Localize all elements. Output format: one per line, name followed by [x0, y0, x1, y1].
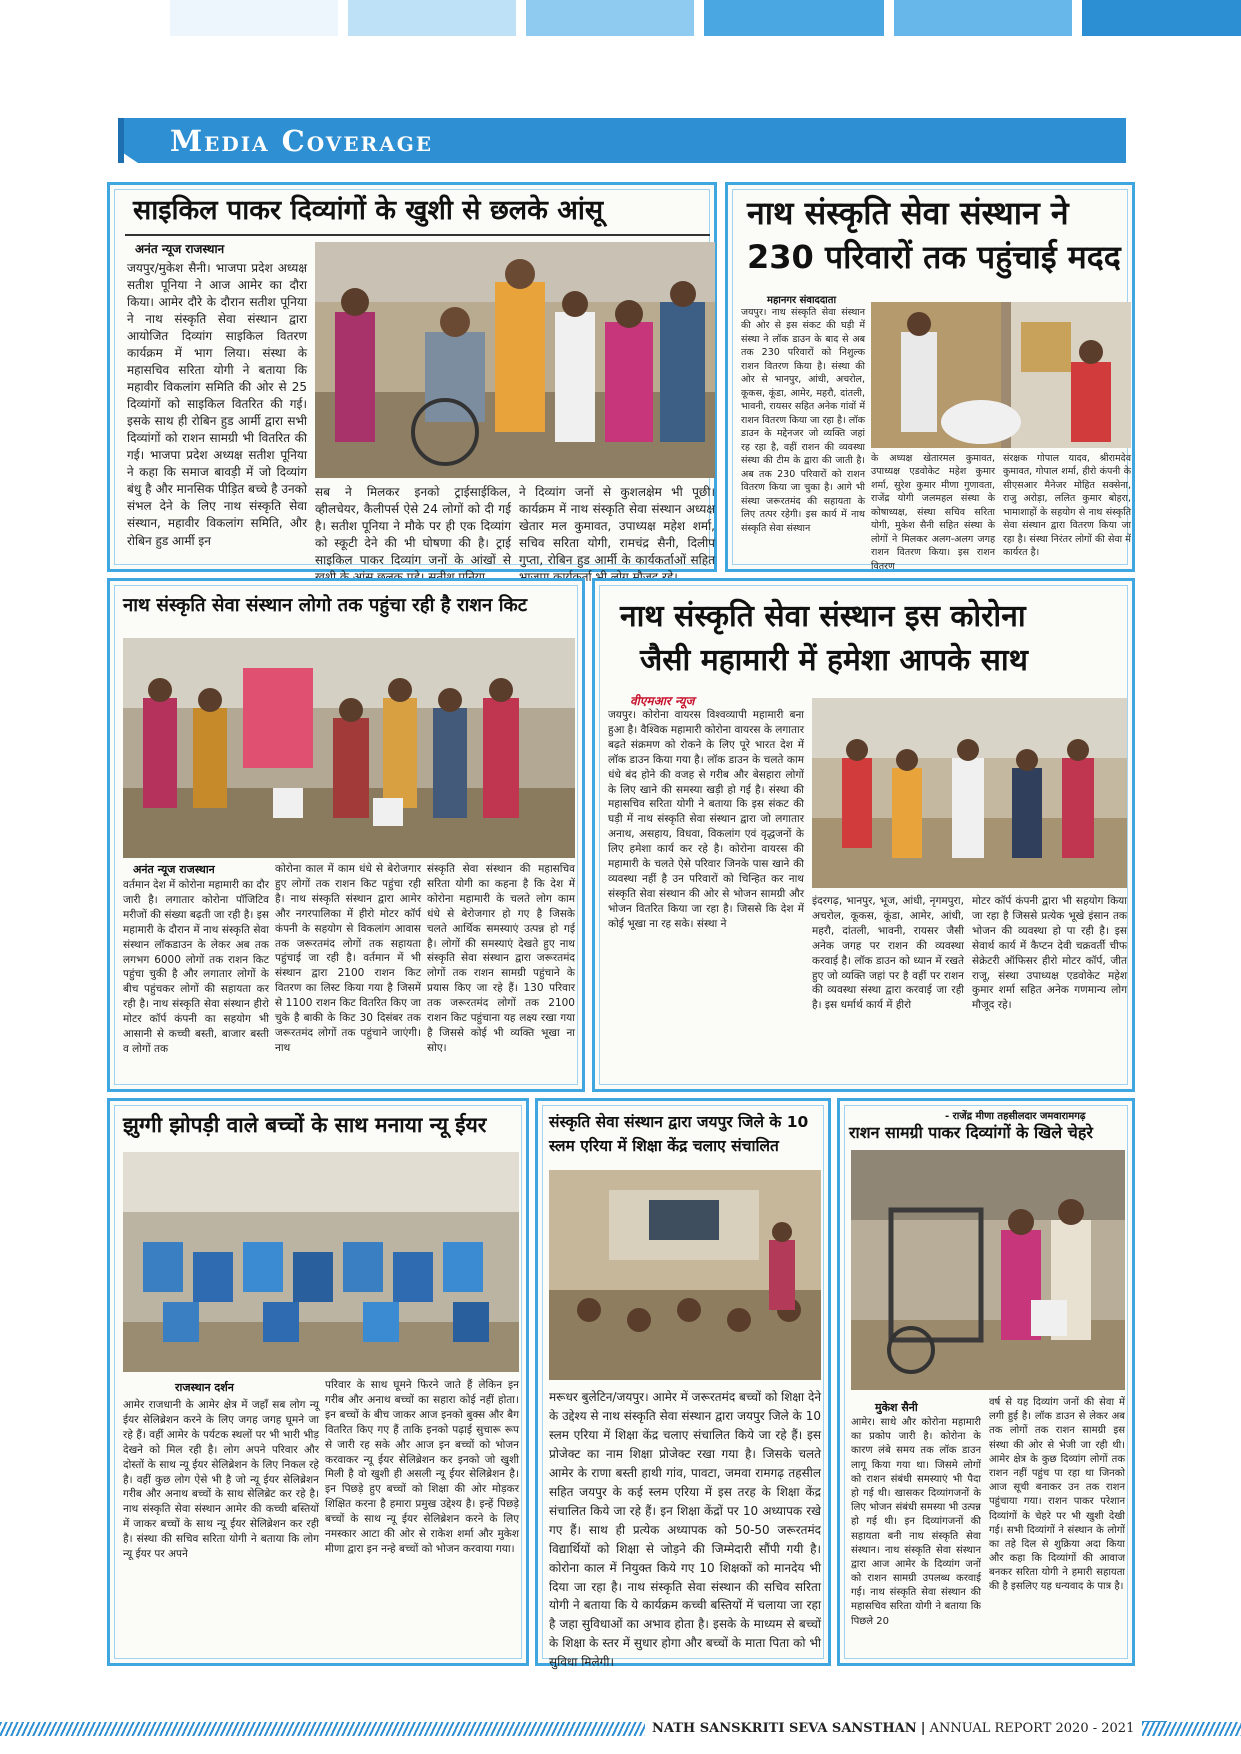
news-photo-food-distribution: [812, 698, 1127, 888]
article-column: संस्कृति सेवा संस्थान की महासचिव सरिता योगी का कहना है कि देश में कोरोना महामारी के चलते लोग काम धंधे से बेरोजगार हो गए है जिसके चलते आर्थिक समस्याएं उत्पन्न हो गई है। लोगों की समस्याएं देखते हुए नाथ संस्कृति सेवा संस्थान द्वारा जरूरतमंद लोगों तक राशन सामग्री पहुंचाने के प्रयास किए जा रहे हैं। 130 परिवार तक जरूरतमंद लोगों तक 2100 राशन किट पहुंचाना यह लक्ष्य रखा गया है जिससे कोई भी व्यक्ति भूखा ना सोए।: [427, 863, 575, 1054]
article-column: आमेर राजधानी के आमेर क्षेत्र में जहाँ सब लोग न्यू ईयर सेलिब्रेशन करने के लिए जगह जगह घूमने जा रहे हैं। वहीं आमेर के पर्यटक स्थलों पर भी भारी भीड़ देखने को मिल रही है। लोग अपने परिवार और दोस्तों के साथ न्यू ईयर सेलिब्रेशन के लिए निकल रहे है। वहीं कुछ लोग ऐसे भी है जो न्यू ईयर सेलिब्रेशन गरीब और अनाथ बच्चों के साथ सेलिब्रेट कर रहे है। नाथ संस्कृति सेवा संस्थान आमेर की कच्ची बस्तियों में जाकर बच्चों के साथ न्यू ईयर सेलिब्रेशन कर रही है। संस्था की सचिव सरिता योगी ने बताया कि लोग न्यू ईयर पर अपने: [123, 1399, 319, 1561]
article-column: ने दिव्यांग जनों से कुशलक्षेम भी पूछी। कार्यक्रम में नाथ संस्कृति सेवा संस्थान अध्यक्ष खेतार मल कुमावत, उपाध्यक्ष महेश शर्मा, सचिव सरिता योगी, रामचंद्र सैनी, दिलीप गुप्ता, रोबिन हुड आर्मी के कार्यकर्ताओं सहित: [519, 485, 715, 568]
clipping-headline: राशन सामग्री पाकर दिव्यांगों के खिले चेहरे: [849, 1123, 1093, 1142]
photo-illustration: [871, 302, 1131, 448]
news-photo-ration-kit-recipients: [123, 638, 575, 858]
photo-illustration: [851, 1150, 1125, 1390]
clipping-inner: [732, 189, 1131, 572]
stripe: [704, 0, 884, 36]
article-column: के अध्यक्ष खेतारमल कुमावत, उपाध्यक्ष एडवोकेट महेश कुमार शर्मा, सुरेश कुमार मीणा गुणावता, राजेंद्र योगी जलमहल संस्था के कोषाध्यक्ष, संस्था सचिव सरिता योगी, मुकेश सैनी सहित संस्था के लोगों ने मिलकर अलग-अलग जगह राशन वितरण किया। इस राशन वितरण: [871, 453, 995, 572]
clipping-inner: [844, 1105, 1128, 1659]
clipping-headline: संस्कृति सेवा संस्थान द्वारा जयपुर जिले के 10: [549, 1113, 809, 1131]
article-column: आमेर। साथे और कोरोना महामारी का प्रकोप जारी है। कोरोना के कारण लंबे समय तक लॉक डाउन लागू किया गया था। जिसमे लोगों को राशन संबंधी समस्याएं भी पैदा हो गई थी। खासकर दिव्यांगजनों के लिए भोजन संबंधी समस्या भी उत्पन्न हो गई थी। इन दिव्यांगजनों की सहायता बनी नाथ संस्कृति सेवा संस्थान। नाथ संस्कृति सेवा संस्थान द्वारा आज आमेर के दिव्यांग जनों को राशन सामग्री उपलब्ध करवाई गई। नाथ संस्कृति सेवा संस्थान की महासचिव सरिता योगी ने बताया कि पिछले 20: [851, 1417, 981, 1627]
news-photo-classroom: [549, 1170, 821, 1380]
article-column: जयपुर। नाथ संस्कृति सेवा संस्थान की ओर से इस संकट की घड़ी में संस्था ने लॉक डाउन के बाद से अब तक 230 परिवारों को निशुल्क राशन वितरण किया है। संस्था की ओर से भानपुर, आंधी, अचरोल, कूकस, कूंडा, आमेर, महरौ, दांतली, भावनी, रायसर सहित अनेक गांवों में राशन वितरण किया जा रहा है। लॉक डाउन के मद्देनजर जो व्यक्ति जहां रह रहा है, वहीं राशन की व्यवस्था संस्था की टीम के द्वारा की जाती है। अब तक 230 परिवारों को राशन वितरण किया जा चुका है। आगे भी संस्था जरूरतमंद की सहायता के लिए तत्पर रहेगी। इस कार्य में नाथ संस्कृति सेवा संस्थान: [741, 307, 865, 534]
news-photo-ration-shop: [871, 302, 1131, 448]
footer-text: [652, 1721, 1167, 1736]
news-photo-ration-handover: [851, 1150, 1125, 1390]
clipping-headline: जैसी महामारी में हमेशा आपके साथ: [640, 643, 1028, 678]
clipping-inner: [114, 189, 715, 568]
news-clipping-corona-support: [592, 578, 1135, 1092]
news-clipping-ration-disabled: [837, 1098, 1135, 1666]
photo-illustration: [812, 698, 1127, 888]
clipping-headline: 230 परिवारों तक पहुंचाई मदद: [747, 238, 1121, 276]
page-footer: [0, 1718, 1241, 1742]
clipping-headline: झुग्गी झोपड़ी वाले बच्चों के साथ मनाया न्यू ईयर: [123, 1113, 487, 1137]
clipping-inner: [114, 1105, 522, 1659]
clipping-headline: साइकिल पाकर दिव्यांगों के खुशी से छलके आंसू: [133, 195, 604, 226]
photo-illustration: [315, 242, 715, 478]
clipping-headline: नाथ संस्कृति सेवा संस्थान इस कोरोना: [620, 599, 1026, 634]
photo-illustration: [123, 638, 575, 858]
article-column: मरूधर बुलेटिन/जयपुर। आमेर में जरूरतमंद बच्चों को शिक्षा देने के उद्देश्य से नाथ संस्कृति सेवा संस्थान द्वारा जयपुर जिले के 10 स्लम एरिया में शिक्षा केंद्र चलाए संचालित किये जा रहे हैं। इस प्रोजेक्ट का नाम शिक्षा प्रोजेक्ट रखा गया है। जिसके चलते आमेर के राणा बस्ती हाथी गांव, पावटा, जमवा रामगढ़ तहसील सहित जयपुर के कई स्लम एरिया में इस तरह के शिक्षा केंद्र संचालित किये जा रहे हैं। इन शिक्षा केंद्रों पर 10 अध्यापक रखे गए हैं। साथ ही प्रत्येक अध्यापक को 50-50 जरूरतमंद विद्यार्थियों को शिक्षा से जोड़ने की जिम्मेदारी सौंपी गयी है। कोरोना काल में नियुक्त किये गए 10 शिक्षकों को मानदेय भी दिया जा रहा है। नाथ संस्कृति सेवा संस्थान की सचिव सरिता योगी ने बताया कि ये कार्यक्रम कच्ची बस्तियों में चलाया जा रहा है जहा सुविधाओं का अभाव होता है। इसके के माध्यम से बच्चों के शिक्षा के स्तर में सुधार होगा और बच्चों के माता पिता को भी सुविधा मिलेगी।: [549, 1390, 821, 1670]
news-clipping-ration-230-families: [725, 182, 1135, 572]
news-photo-children-with-bags: [123, 1152, 519, 1372]
clipping-byline: वीएमआर न्यूज: [630, 694, 695, 708]
section-title: Media Coverage: [170, 124, 434, 158]
banner-edge: [118, 118, 124, 163]
article-column: मोटर कॉर्प कंपनी द्वारा भी सहयोग किया जा रहा है जिससे प्रत्येक भूखे इंसान तक भोजन की व्यवस्था हो पा रही है। इस सेवार्थ कार्य में कैप्टन देवी चक्रवर्ती चीफ सेक्रेटरी ऑफिसर हीरो मोटर कॉर्प, जीत राजू, संस्था उपाध्यक्ष एडवोकेट महेश कुमार शर्मा सहित अनेक गणमान्य लोग मौजूद रहे।: [972, 895, 1127, 1012]
news-clipping-ration-kit: [107, 578, 585, 1092]
stripe: [526, 0, 694, 36]
clipping-headline: नाथ संस्कृति सेवा संस्थान ने: [747, 194, 1069, 232]
article-column: वर्ष से यह दिव्यांग जनों की सेवा में लगी हुई है। लॉक डाउन से लेकर अब तक लोगों तक राशन सामग्री इस संस्था की ओर से भेजी जा रही थी। आमेर क्षेत्र के कुछ दिव्यांग लोगों तक राशन नहीं पहुंच पा रहा था जिनको आज सूची बनाकर उन तक राशन पहुंचाया गया। राशन पाकर परेशान दिव्यांगों के चेहरे पर भी खुशी देखी गई। सभी दिव्यांगों ने संस्थान के लोगों का तहे दिल से शुक्रिया अदा किया और कहा कि दिव्यांगों की आवाज बनकर सरिता योगी ने हमारी सहायता की है इसलिए यह धन्यवाद के पात्र है।: [989, 1397, 1125, 1593]
news-clipping-slum-education: [535, 1098, 831, 1670]
clipping-inner: [599, 585, 1128, 1085]
news-clipping-cycle-distribution: [107, 182, 717, 572]
news-photo-wheelchair-distribution: [315, 242, 715, 478]
footer-report: ANNUAL REPORT 2020 - 2021: [929, 1721, 1135, 1736]
photo-illustration: [123, 1152, 519, 1372]
stripe: [1082, 0, 1241, 36]
section-banner: [118, 118, 1126, 163]
top-stripes: [0, 0, 1241, 36]
stripe: [894, 0, 1072, 36]
photo-illustration: [549, 1170, 821, 1380]
article-column: संरक्षक गोपाल यादव, श्रीरामदेव कुमावत, गोपाल शर्मा, हीरो कंपनी के सीएसआर मैनेजर मोहित सक्सेना, राजु अरोड़ा, ललित कुमार बोहरा, भामाशाहों के सहयोग से नाथ संस्कृति सेवा संस्थान द्वारा वितरण किया जा रहा है। संस्था निरंतर लोगों की सेवा में कार्यरत है।: [1003, 453, 1131, 559]
clipping-headline: नाथ संस्कृति सेवा संस्थान लोगो तक पहुंचा रही है राशन किट: [123, 595, 528, 616]
stripe: [348, 0, 516, 36]
article-column: कोरोना काल में काम धंधे से बेरोजगार हुए लोगों तक राशन किट पहुंचा रही है। नाथ संस्कृति संस्थान द्वारा आमेर और नगरपालिका में हीरो मोटर कॉर्प कंपनी के सहयोग से विकलांग आवास तक जरूरतमंद लोगों तक सहायता पहुंचाई जा रही है। वर्तमान में भी संस्थान द्वारा 2100 राशन किट वितरण का लिस्ट किया गया है जिसमें से 1100 राशन किट वितरित किए जा चुके है बाकी के किट 30 दिसंबर तक जरूरतमंद लोगों तक पहुंचाने जाएंगी। नाथ: [275, 863, 421, 1054]
clipping-inner: [114, 585, 578, 1085]
clipping-topline: - राजेंद्र मीणा तहसीलदार जमवारामगढ़: [945, 1111, 1086, 1122]
clipping-byline: अनंत न्यूज राजस्थान: [133, 863, 215, 876]
clipping-byline: अनंत न्यूज राजस्थान: [135, 242, 225, 256]
clipping-byline: राजस्थान दर्शन: [175, 1381, 234, 1394]
article-column: वर्तमान देश में कोरोना महामारी का दौर जारी है। लगातार कोरोना पॉजिटिव मरीजों की संख्या बढ़ती जा रही है। इस महामारी के दौरान में नाथ संस्कृति सेवा संस्थान लॉकडाउन के लेकर अब तक लगभग 6000 लोगों तक राशन किट पहुंचा चुकी है और लगातार लोगों के बीच पहुंचकर लोगों की सहायता कर रही है। नाथ संस्कृति सेवा संस्थान हीरो मोटर कॉर्प कंपनी का सहयोग भी आसानी से कच्ची बस्ती, बाजार बस्ती व लोगों तक: [123, 879, 269, 1055]
article-column: जयपुर/मुकेश सैनी। भाजपा प्रदेश अध्यक्ष सतीश पूनिया ने आज आमेर का दौरा किया। आमेर दौरे के दौरान सतीश पूनिया ने नाथ संस्कृति सेवा संस्थान द्वारा आयोजित दिव्यांग साइकिल वितरण कार्यक्रम में भाग लिया। संस्था के महासचिव सरिता योगी ने बताया कि महावीर विकलांग समिति की ओर से 25 दिव्यांगों को साइकिल वितरित की गई। इसके साथ ही रोबिन हुड आर्मी द्वारा सभी दिव्यांगों को राशन सामग्री भी वितरित की गई। भाजपा प्रदेश अध्यक्ष सतीश पूनिया ने कहा कि समाज बावड़ी में जो दिव्यांग बंधु है और मानसिक पीड़ित बच्चे है उनको संभल देने के लिए नाथ संस्कृति सेवा संस्थान, महावीर विकलांग समिति, और रोबिन हुड आर्मी इन: [127, 261, 307, 548]
article-column: जयपुर। कोरोना वायरस विश्वव्यापी महामारी बना हुआ है। वैश्विक महामारी कोरोना वायरस के लगातार बढ़ते संक्रमण को रोकने के लिए पूरे भारत देश में लॉक डाउन किया गया है। लॉक डाउन के चलते काम धंधे बंद होने की वजह से गरीब और बेसहारा लोगों के लिए खाने की समस्या खड़ी हो गई है। संस्था की महासचिव सरिता योगी ने बताया कि इस संकट की घड़ी में नाथ संस्कृति सेवा संस्थान द्वारा जो लगातार अनाथ, असहाय, विधवा, विकलांग एवं वृद्धजनों के लिए हमेशा कार्य कर रहे है। कोरोना वायरस की महामारी के चलते ऐसे परिवार जिनके पास खाने की व्यवस्था नहीं है उन परिवारों को चिन्हित कर नाथ संस्कृति सेवा संस्थान की ओर से भोजन सामग्री और भोजन वितरित किया जा रहा है। जिससे कि देश में कोई भूखा ना रह सके। संस्था ने: [608, 709, 804, 930]
clipping-byline: मुकेश सैनी: [875, 1401, 918, 1414]
stripe: [170, 0, 338, 36]
news-clipping-new-year-children: [107, 1098, 529, 1666]
article-column: इंदरगढ़, भानपुर, भूज, आंधी, नृगमपुरा, अचरोल, कूकस, कूंडा, आमेर, आंधी, महरौ, दांतली, भावनी, रायसर जैसी अनेक जगह पर राशन की व्यवस्था करवाई है। लॉक डाउन को ध्यान में रखते हुए जो व्यक्ति जहां पर है वहीं पर राशन की व्यवस्था संस्था द्वारा करवाई जा रही है। इस धर्मार्थ कार्य में हीरो: [812, 895, 964, 1012]
footer-org: NATH SANSKRITI SEVA SANSTHAN: [652, 1721, 917, 1736]
article-column: परिवार के साथ घूमने फिरने जाते हैं लेकिन इन गरीब और अनाथ बच्चों का सहारा कोई नहीं होता। इन बच्चों के बीच जाकर आज इनको बुक्स और बैग वितरित किए गए हैं ताकि इनको पढ़ाई सुचारू रूप से जारी रह सके और आज इन बच्चों को भोजन करवाकर न्यू ईयर सेलिब्रेशन कर इनको जो खुशी मिली है वो खुशी ही असली न्यू ईयर सेलिब्रेशन है। इन पिछड़े हुए बच्चों को शिक्षा की ओर मोड़कर शिक्षित करना है हमारा प्रमुख उद्देश्य है। इन्हें पिछड़े बच्चों के साथ न्यू ईयर सेलिब्रेशन करने के लिए नमस्कार आटा की ओर से राकेश शर्मा और मुकेश मीणा द्वारा इन नन्हे बच्चों को भोजन करवाया गया।: [325, 1379, 519, 1555]
clipping-headline: स्लम एरिया में शिक्षा केंद्र चलाए संचालित: [549, 1137, 779, 1155]
clipping-inner: [542, 1105, 824, 1670]
clipping-byline: महानगर संवाददाता: [767, 295, 837, 306]
rule: [125, 234, 710, 236]
footer-hatch: [0, 1722, 645, 1736]
footer-separator: |: [920, 1721, 926, 1736]
article-column: सब ने मिलकर इनको ट्राईसाईकिल, व्हीलचेयर, कैलीपर्स ऐसे 24 लोगों को दी गई है। सतीश पूनिया ने मौके पर ही एक दिव्यांग को स्कूटी देने की भी घोषणा की है। ट्राई साइकिल पाकर दिव्यांग जनों के आंखों से: [315, 485, 511, 568]
footer-hatch: [1142, 1722, 1241, 1736]
